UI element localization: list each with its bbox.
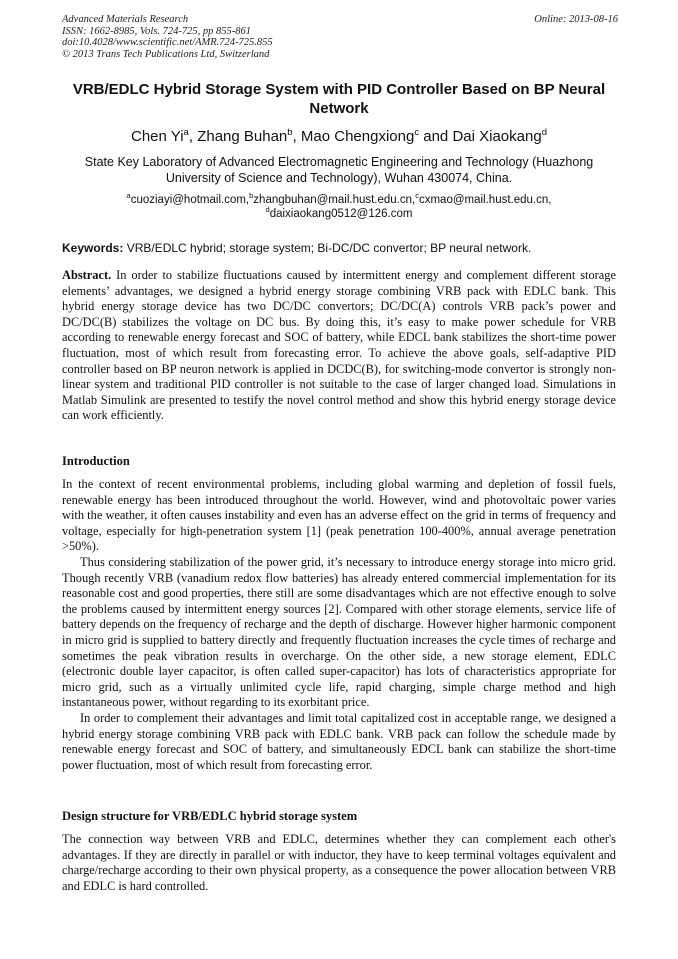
abstract-text: In order to stabilize fluctuations caused by intermittent energy and complement different storage elements’ advantages, we designed a hybrid energy storage combining VRB pack with EDLC bank. This hybrid energy storage device has two DC/DC convertors; DC/DC(A) controls VRB pack’s power and DC/DC(B) stabilizes the voltage on DC bus. By doing this, it’s easy to make power schedule for VRB according to renewable energy forecast and SOC of battery, while EDCL bank stabilizes the short-time power fluctuation, most of which result from forecasting error. To achieve the above goals, self-adaptive PID controller based on BP neuron network is applied in DCDC(B), for switching-mode convertor is strongly non-linear system and traditional PID controller is not suitable to the case of larger changed load. Simulations in Matlab Simulink are presented to testify the novel control method and show this hybrid energy storage device can work efficiently. xyxy=(62,268,616,423)
author-separator: , xyxy=(188,128,198,145)
author-conjunction: and xyxy=(419,128,453,145)
design-body xyxy=(62,832,616,894)
author-affiliation-mark: d xyxy=(541,127,547,138)
author-name: Zhang Buhan xyxy=(197,128,288,145)
email-link[interactable]: zhangbuhan@mail.hust.edu.cn, xyxy=(253,194,416,206)
journal-header xyxy=(62,14,618,60)
doi-line: doi:10.4028/www.scientific.net/AMR.724-725.855 xyxy=(62,37,273,48)
author-emails xyxy=(62,193,616,221)
author-separator: , xyxy=(292,128,301,145)
author-affiliation-mark: a xyxy=(183,127,189,138)
keywords-label: Keywords: xyxy=(62,241,124,255)
email-link[interactable]: cxmao@mail.hust.edu.cn, xyxy=(418,194,552,206)
email-link[interactable]: daixiaokang0512@126.com xyxy=(269,208,413,220)
paragraph: The connection way between VRB and EDLC, determines whether they can complement each other's advantages. If they are directly in parallel or with inductor, they have to keep terminal voltages equivalent and charge/recharge according to their own physical property, as a consequence the power allocation between VRB and EDLC is hard controlled. xyxy=(62,832,616,893)
email-mark: b xyxy=(249,191,254,201)
author-name: Dai Xiaokang xyxy=(452,128,542,145)
author-name: Mao Chengxiong xyxy=(300,128,415,145)
issn-line: ISSN: 1662-8985, Vols. 724-725, pp 855-861 xyxy=(62,25,251,37)
abstract-label: Abstract. xyxy=(62,268,112,282)
journal-name: Advanced Materials Research xyxy=(62,14,189,25)
paragraph: Thus considering stabilization of the power grid, it’s necessary to introduce energy storage into micro grid. Though recently VRB (vanadium redox flow batteries) has already entered commercial implementation for its reasonable cost and good properties, there still are some disadvantages which are not effective enough to solve the problems caused by intermittent energy sources [2]. Compared with other storage elements, service life of battery depends on the frequency of recharge and the depth of discharge. However higher harmonic component in micro grid is supplied to battery directly and frequently fluctuation increases the cycle times of recharge and sometimes the peak vibration results in overcharge. On the other side, a new storage element, EDLC (electronic double layer capacitor, is often called super-capacitor) has lots of characteristics appropriate for micro grid, such as a virtually unlimited cycle life, rapid charging, simple charge method and high instantaneous power, without regarding to its exorbitant price. xyxy=(62,554,616,710)
author-name: Chen Yi xyxy=(131,128,184,145)
section-heading-introduction: Introduction xyxy=(62,454,130,468)
email-mark: c xyxy=(415,191,419,201)
copyright-line: © 2013 Trans Tech Publications Ltd, Switzerland xyxy=(62,48,270,60)
author-affiliation-mark: b xyxy=(287,127,293,138)
email-mark: a xyxy=(126,191,131,201)
author-affiliation-mark: c xyxy=(414,127,420,138)
affiliation: State Key Laboratory of Advanced Electromagnetic Engineering and Technology (Huazhong University of Science and Technology), Wuhan 430074, China. xyxy=(84,155,594,185)
email-mark: d xyxy=(265,205,270,215)
abstract xyxy=(62,268,616,424)
section-heading-design: Design structure for VRB/EDLC hybrid storage system xyxy=(62,809,358,823)
paragraph: In order to complement their advantages and limit total capitalized cost in acceptable range, we designed a hybrid energy storage combining VRB pack with EDLC bank. VRB pack can follow the schedule made by renewable energy forecast and SOC of battery, and simultaneously EDCL bank can stabilize the short-time power fluctuation, most of which result from forecasting error. xyxy=(62,710,616,772)
paragraph: In the context of recent environmental problems, including global warming and depletion of fossil fuels, renewable energy has been introduced throughout the world. However, wind and photovoltaic power varies with the weather, it often causes instability and even has an adverse effect on the grid in terms of frequency and voltage, especially for high-penetration system [1] (peak penetration 100-400%, annual average penetration >50%). xyxy=(62,477,616,554)
keywords xyxy=(62,241,618,256)
author-list xyxy=(62,128,616,146)
keywords-text: VRB/EDLC hybrid; storage system; Bi-DC/DC convertor; BP neural network. xyxy=(123,241,532,255)
paper-title: VRB/EDLC Hybrid Storage System with PID Controller Based on BP Neural Network xyxy=(72,81,606,117)
email-link[interactable]: cuoziayi@hotmail.com, xyxy=(130,194,250,206)
online-date: Online: 2013-08-16 xyxy=(534,14,618,25)
introduction-body xyxy=(62,477,616,773)
